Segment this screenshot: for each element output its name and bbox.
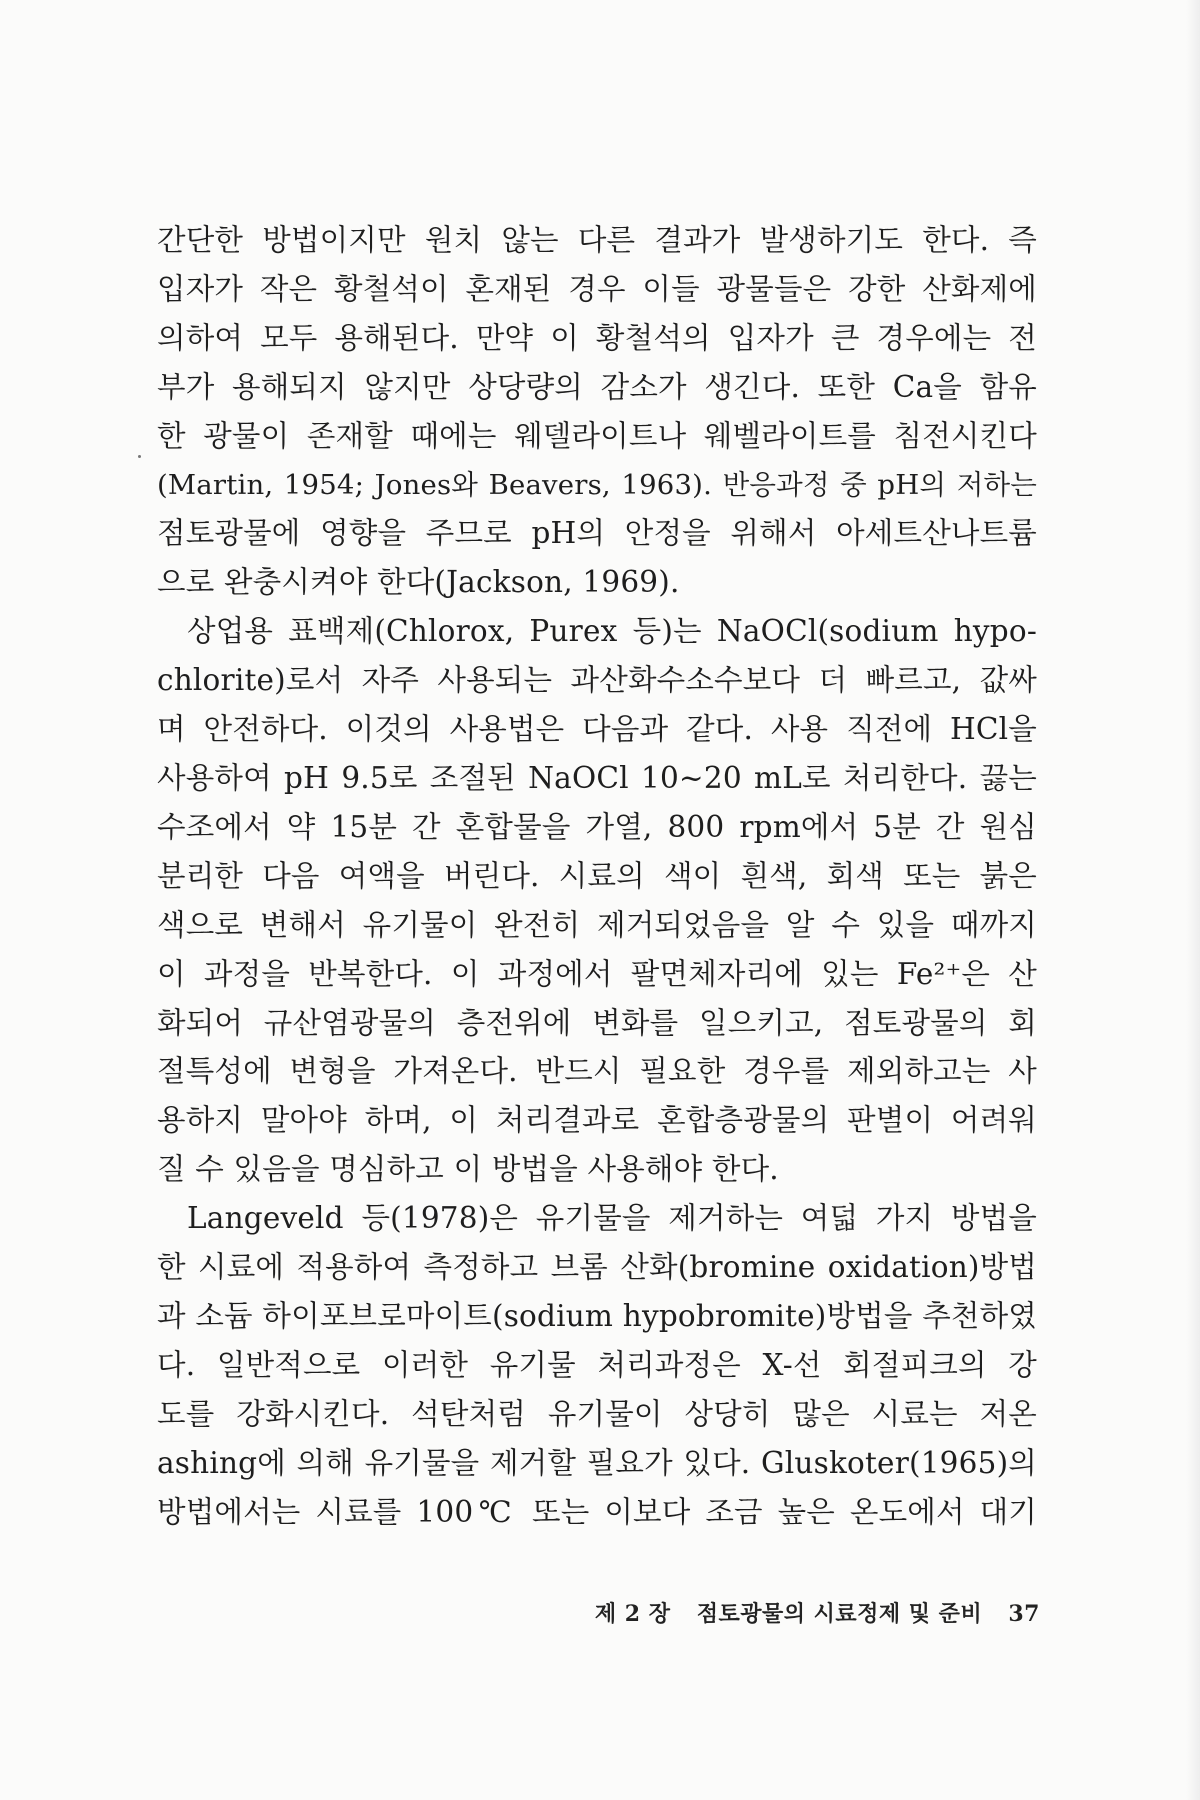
- text-line: 간단한 방법이지만 원치 않는 다른 결과가 발생하기도 한다. 즉: [157, 223, 1037, 257]
- text-line: 입자가 작은 황철석이 혼재된 경우 이들 광물들은 강한 산화제에: [157, 271, 1037, 306]
- running-footer: [520, 1597, 1040, 1628]
- text-line: Langeveld 등(1978)은 유기물을 제거하는 여덟 가지 방법을: [187, 1201, 1037, 1236]
- text-line: 수조에서 약 15분 간 혼합물을 가열, 800 rpm에서 5분 간 원심: [157, 809, 1037, 844]
- text-line: 분리한 다음 여액을 버린다. 시료의 색이 흰색, 회색 또는 붉은: [157, 858, 1037, 893]
- text-line: 화되어 규산염광물의 층전위에 변화를 일으키고, 점토광물의 회: [157, 1005, 1037, 1040]
- text-line: 색으로 변해서 유기물이 완전히 제거되었음을 알 수 있을 때까지: [157, 907, 1037, 942]
- text-line: 절특성에 변형을 가져온다. 반드시 필요한 경우를 제외하고는 사: [157, 1054, 1037, 1089]
- text-line: 사용하여 pH 9.5로 조절된 NaOCl 10∼20 mL로 처리한다. 끓는: [157, 760, 1037, 795]
- text-line: 으로 완충시켜야 한다(Jackson, 1969).: [157, 565, 680, 600]
- text-line: ashing에 의해 유기물을 제거할 필요가 있다. Gluskoter(1965)의: [157, 1445, 1037, 1480]
- text-line: 의하여 모두 용해된다. 만약 이 황철석의 입자가 큰 경우에는 전: [157, 320, 1037, 355]
- text-line: 점토광물에 영향을 주므로 pH의 안정을 위해서 아세트산나트륨: [157, 516, 1037, 551]
- page-number: 37: [1008, 1601, 1040, 1627]
- footer-title: 점토광물의 시료정제 및 준비: [696, 1601, 983, 1627]
- body-text: [157, 216, 1037, 1536]
- text-line: 이 과정을 반복한다. 이 과정에서 팔면체자리에 있는 Fe²⁺은 산: [157, 956, 1037, 991]
- text-line: 상업용 표백제(Chlorox, Purex 등)는 NaOCl(sodium hypo-: [187, 614, 1037, 649]
- footer-chapter: 제 2 장: [594, 1601, 671, 1627]
- text-line: 과 소듐 하이포브로마이트(sodium hypobromite)방법을 추천하였: [157, 1298, 1037, 1333]
- text-line: 용하지 말아야 하며, 이 처리결과로 혼합층광물의 판별이 어려워: [157, 1103, 1037, 1138]
- page-edge-shadow: [1186, 0, 1200, 1800]
- text-line: 질 수 있음을 명심하고 이 방법을 사용해야 한다.: [157, 1152, 779, 1187]
- text-line: 한 광물이 존재할 때에는 웨델라이트나 웨벨라이트를 침전시킨다: [157, 418, 1037, 453]
- text-line: 도를 강화시킨다. 석탄처럼 유기물이 상당히 많은 시료는 저온: [157, 1396, 1037, 1431]
- scan-speck: [138, 455, 141, 458]
- text-line: 부가 용해되지 않지만 상당량의 감소가 생긴다. 또한 Ca을 함유: [157, 369, 1037, 404]
- text-line: 방법에서는 시료를 100℃ 또는 이보다 조금 높은 온도에서 대기: [157, 1494, 1037, 1529]
- text-line: 다. 일반적으로 이러한 유기물 처리과정은 X-선 회절피크의 강: [157, 1347, 1037, 1382]
- text-line: 한 시료에 적용하여 측정하고 브롬 산화(bromine oxidation)방법: [157, 1250, 1037, 1285]
- text-line: chlorite)로서 자주 사용되는 과산화수소수보다 더 빠르고, 값싸: [157, 663, 1037, 698]
- text-line: 며 안전하다. 이것의 사용법은 다음과 같다. 사용 직전에 HCl을: [157, 712, 1037, 747]
- text-line: (Martin, 1954; Jones와 Beavers, 1963). 반응과정 중 pH의 저하는: [157, 468, 1037, 501]
